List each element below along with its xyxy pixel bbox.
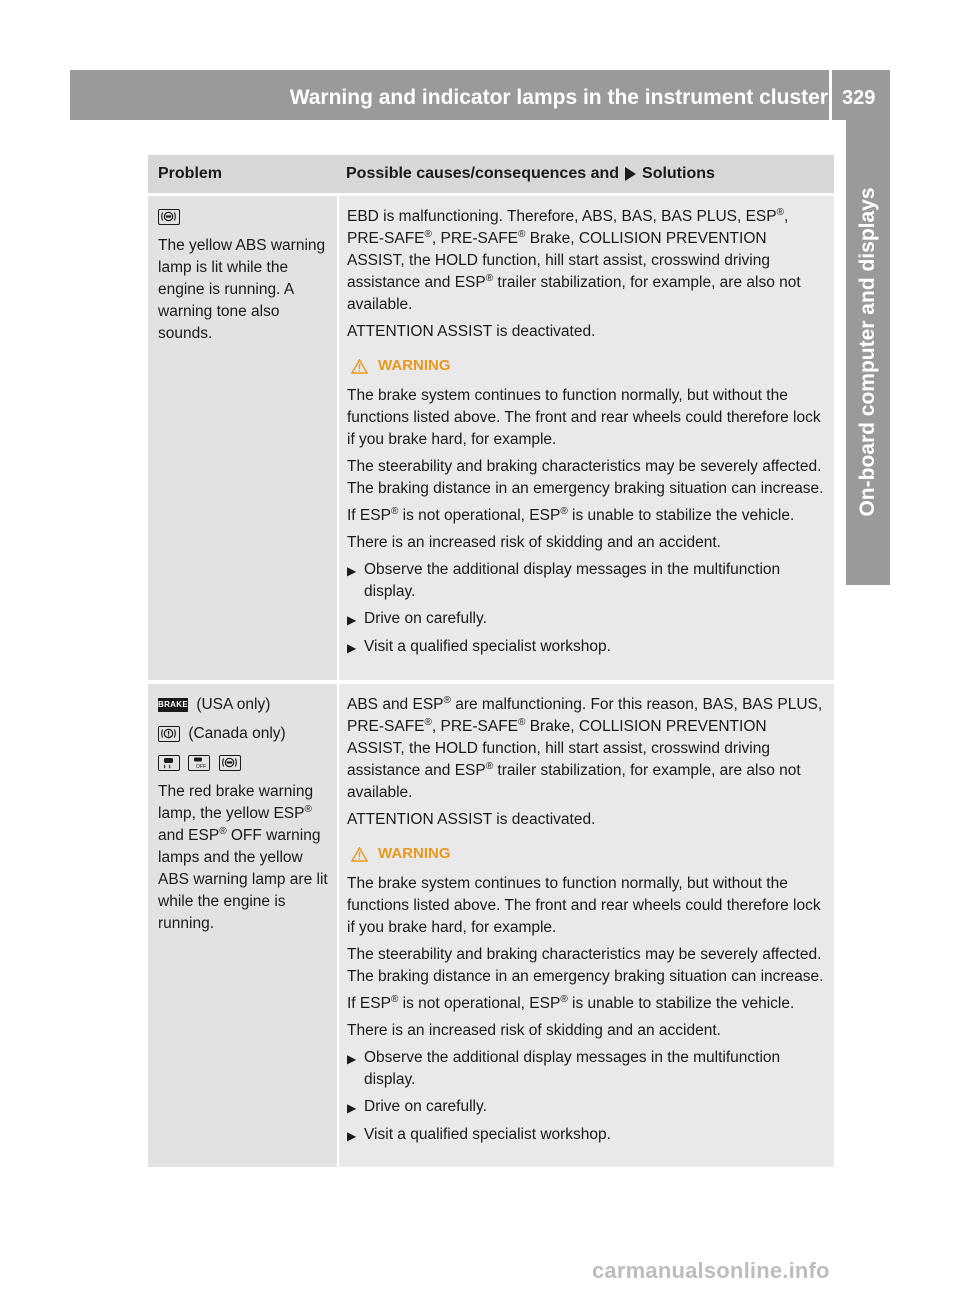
- warning-label: WARNING: [378, 357, 451, 374]
- warning-heading: [347, 355, 826, 377]
- table-row: [148, 193, 834, 680]
- action-step: ▶ Drive on carefully.: [347, 1096, 826, 1119]
- abs-lamp: [158, 206, 331, 228]
- header-divider: [829, 70, 832, 120]
- step-arrow-icon: ▶: [347, 1101, 357, 1115]
- cause-paragraph: EBD is malfunctioning. Therefore, ABS, BAS, BAS PLUS, ESP®, PRE-SAFE®, PRE-SAFE® Brake, COLLISION PREVENTION ASSIST, the HOLD function, hill start assist, crosswind driving assistance and ESP® trailer stabilization, for example, are also not available.: [347, 206, 801, 313]
- side-chapter-title: On-board computer and displays: [856, 187, 879, 517]
- solution-cell: [339, 196, 834, 680]
- brake-lamp-canada: (Canada only): [158, 723, 331, 745]
- warning-text: The steerability and braking characteristics may be severely affected. The braking distance in an emergency braking situation can increase.: [347, 946, 824, 985]
- warning-text: The steerability and braking characteristics may be severely affected. The braking distance in an emergency braking situation can increase.: [347, 458, 824, 497]
- section-title: Warning and indicator lamps in the instrument cluster: [289, 86, 828, 109]
- step-arrow-icon: ▶: [347, 641, 357, 655]
- column-header-problem: Problem: [158, 165, 223, 182]
- esp-warning-icon: [158, 755, 180, 771]
- brake-circle-icon: [158, 726, 180, 742]
- esp-abs-lamps: [158, 752, 331, 774]
- warning-label: WARNING: [378, 845, 451, 862]
- warning-heading: [347, 843, 826, 865]
- problem-cell: [148, 196, 337, 680]
- watermark: carmanualsonline.info: [592, 1258, 830, 1283]
- brake-lamp-usa: BRAKE (USA only): [158, 696, 271, 713]
- solution-cell: [339, 684, 834, 1167]
- svg-text:OFF: OFF: [196, 763, 207, 769]
- action-step: ▶ Observe the additional display messages in the multifunction display.: [347, 1047, 826, 1091]
- abs-warning-icon: [158, 209, 180, 225]
- abs-warning-icon: [219, 755, 241, 771]
- solution-arrow-icon: [625, 167, 636, 181]
- warning-triangle-icon: [351, 359, 368, 374]
- table-row: [148, 680, 834, 1167]
- attention-assist-note: ATTENTION ASSIST is deactivated.: [347, 811, 596, 828]
- problem-text: The red brake warning lamp, the yellow ESP® and ESP® OFF warning lamps and the yellow ABS warning lamp are lit while the engine is running.: [158, 783, 328, 932]
- problem-cell: [148, 684, 337, 1167]
- warning-text: If ESP® is not operational, ESP® is unable to stabilize the vehicle.: [347, 993, 795, 1012]
- esp-off-icon: [188, 755, 210, 771]
- step-arrow-icon: ▶: [347, 1052, 357, 1066]
- action-step: ▶ Observe the additional display messages in the multifunction display.: [347, 559, 826, 603]
- brake-warning-icon: BRAKE: [158, 698, 188, 712]
- problem-text: The yellow ABS warning lamp is lit while the engine is running. A warning tone also sounds.: [158, 237, 326, 342]
- step-arrow-icon: ▶: [347, 613, 357, 627]
- warning-text: There is an increased risk of skidding and an accident.: [347, 1022, 721, 1039]
- table-header: [148, 155, 834, 193]
- column-header-solutions-label: Solutions: [642, 165, 715, 182]
- warning-text: The brake system continues to function normally, but without the functions listed above. The front and rear wheels could therefore lock if you brake hard, for example.: [347, 875, 821, 936]
- page-number: 329: [842, 87, 876, 109]
- warning-triangle-icon: [351, 847, 368, 862]
- step-arrow-icon: ▶: [347, 1129, 357, 1143]
- action-step: ▶ Drive on carefully.: [347, 608, 826, 631]
- warning-text: There is an increased risk of skidding and an accident.: [347, 534, 721, 551]
- column-header-solutions: [337, 165, 834, 183]
- step-arrow-icon: ▶: [347, 564, 357, 578]
- cause-paragraph: ABS and ESP® are malfunctioning. For this reason, BAS, BAS PLUS, PRE-SAFE®, PRE-SAFE® Brake, COLLISION PREVENTION ASSIST, the HOLD function, hill start assist, crosswind driving assistance and ESP® trailer stabilization, for example, are also not available.: [347, 694, 823, 801]
- action-step: ▶ Visit a qualified specialist workshop.: [347, 1124, 826, 1147]
- warning-text: If ESP® is not operational, ESP® is unable to stabilize the vehicle.: [347, 505, 795, 524]
- action-step: ▶ Visit a qualified specialist workshop.: [347, 636, 826, 659]
- warning-text: The brake system continues to function normally, but without the functions listed above. The front and rear wheels could therefore lock if you brake hard, for example.: [347, 387, 821, 448]
- column-header-causes: Possible causes/consequences and: [346, 165, 620, 182]
- warning-lamp-table: [148, 155, 834, 1167]
- attention-assist-note: ATTENTION ASSIST is deactivated.: [347, 323, 596, 340]
